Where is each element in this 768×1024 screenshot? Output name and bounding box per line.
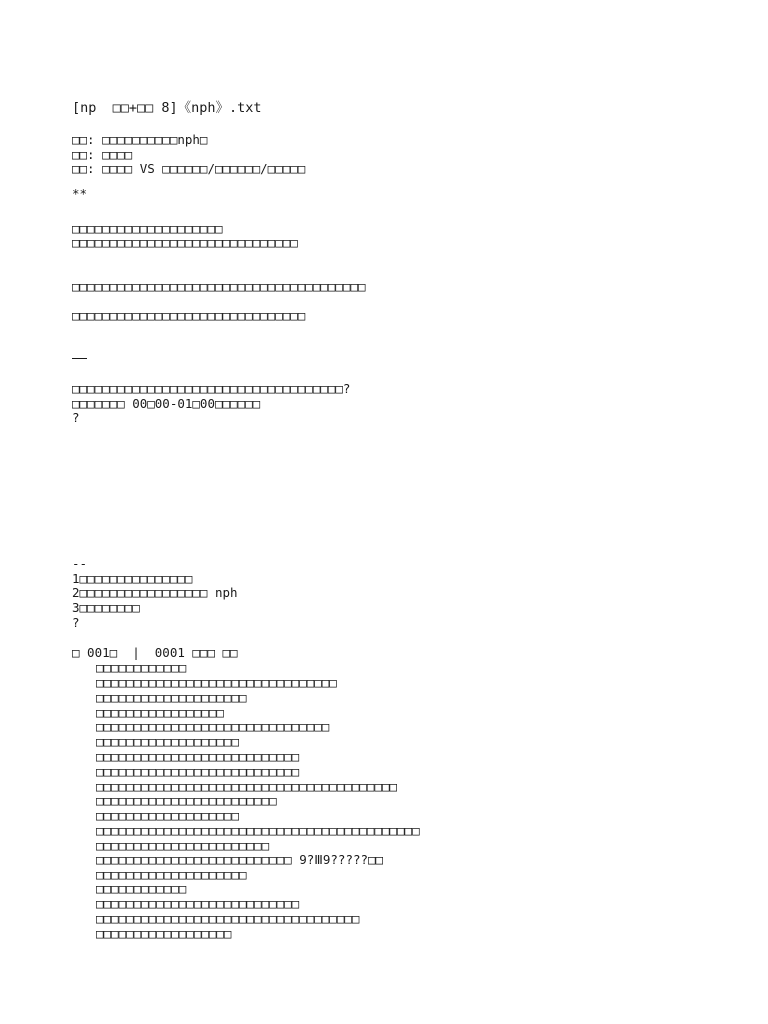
paragraph-line: □□□□□□□□□□□□□□□□□□□□□□□□□□□□□□□	[72, 308, 306, 323]
list-item: 1□□□□□□□□□□□□□□□	[72, 571, 193, 586]
paragraph-line: □□□□□□□□□□□□□□□□□□□□□□□□□□□□□□□□□□□□□□□	[72, 279, 366, 294]
list-dashes: --	[72, 556, 88, 571]
chapter-line: □□□□□□□□□□□□□□□□□□□□□□□□□□□□□□□□	[96, 675, 337, 690]
document-title: [np □□+□□ 8]《nph》.txt	[72, 100, 262, 116]
stars-marker: **	[72, 186, 88, 201]
meta-line: □□: □□□□ VS □□□□□□/□□□□□□/□□□□□	[72, 161, 306, 176]
chapter-line: □□□□□□□□□□□□□□□□□□□□□□□□□□□□□□□□□□□	[96, 911, 360, 926]
chapter-line: □□□□□□□□□□□□□□□□□□□□□□□□□□□□□□□□□□□□□□□□□□□	[96, 823, 420, 838]
chapter-line: □□□□□□□□□□□□□□□□□□□□□□□	[96, 838, 270, 853]
chapter-line: □□□□□□□□□□□□□□□□□□□□□□□□□□□	[96, 764, 300, 779]
chapter-line: □□□□□□□□□□□□□□□□□□□□□□□□	[96, 793, 277, 808]
chapter-line: □□□□□□□□□□□□□□□□□□	[96, 926, 232, 941]
list-item: 3□□□□□□□□	[72, 600, 140, 615]
chapter-line: □□□□□□□□□□□□□□□□□	[96, 705, 224, 720]
chapter-line: □□□□□□□□□□□□□□□□□□□□□□□□□□□	[96, 749, 300, 764]
notice-line: □□□□□□□□□□□□□□□□□□□□□□□□□□□□□□□□□□□□?	[72, 381, 351, 396]
separator-rule	[72, 358, 87, 359]
chapter-line: □□□□□□□□□□□□□□□□□□□	[96, 734, 239, 749]
paragraph-line: □□□□□□□□□□□□□□□□□□□□□□□□□□□□□□	[72, 235, 298, 250]
chapter-header: □ 001□ | 0001 □□□ □□	[72, 645, 238, 660]
chapter-line: □□□□□□□□□□□□□□□□□□□□□□□□□□ 9?Ⅲ9?????□□	[96, 852, 384, 867]
meta-line: □□: □□□□	[72, 147, 133, 162]
chapter-line: □□□□□□□□□□□□	[96, 660, 187, 675]
chapter-line: □□□□□□□□□□□□□□□□□□□	[96, 808, 239, 823]
notice-line: ?	[72, 410, 80, 425]
chapter-line: □□□□□□□□□□□□□□□□□□□□□□□□□□□□□□□□□□□□□□□□	[96, 779, 398, 794]
meta-line: □□: □□□□□□□□□□nph□	[72, 132, 208, 147]
list-question: ?	[72, 615, 80, 630]
list-item: 2□□□□□□□□□□□□□□□□□ nph	[72, 585, 238, 600]
chapter-line: □□□□□□□□□□□□□□□□□□□□	[96, 690, 247, 705]
paragraph-line: □□□□□□□□□□□□□□□□□□□□	[72, 221, 223, 236]
chapter-line: □□□□□□□□□□□□□□□□□□□□□□□□□□□□□□□	[96, 719, 330, 734]
chapter-line: □□□□□□□□□□□□□□□□□□□□□□□□□□□	[96, 896, 300, 911]
notice-line: □□□□□□□ 00□00-01□00□□□□□□	[72, 396, 261, 411]
chapter-line: □□□□□□□□□□□□	[96, 881, 187, 896]
chapter-line: □□□□□□□□□□□□□□□□□□□□	[96, 867, 247, 882]
